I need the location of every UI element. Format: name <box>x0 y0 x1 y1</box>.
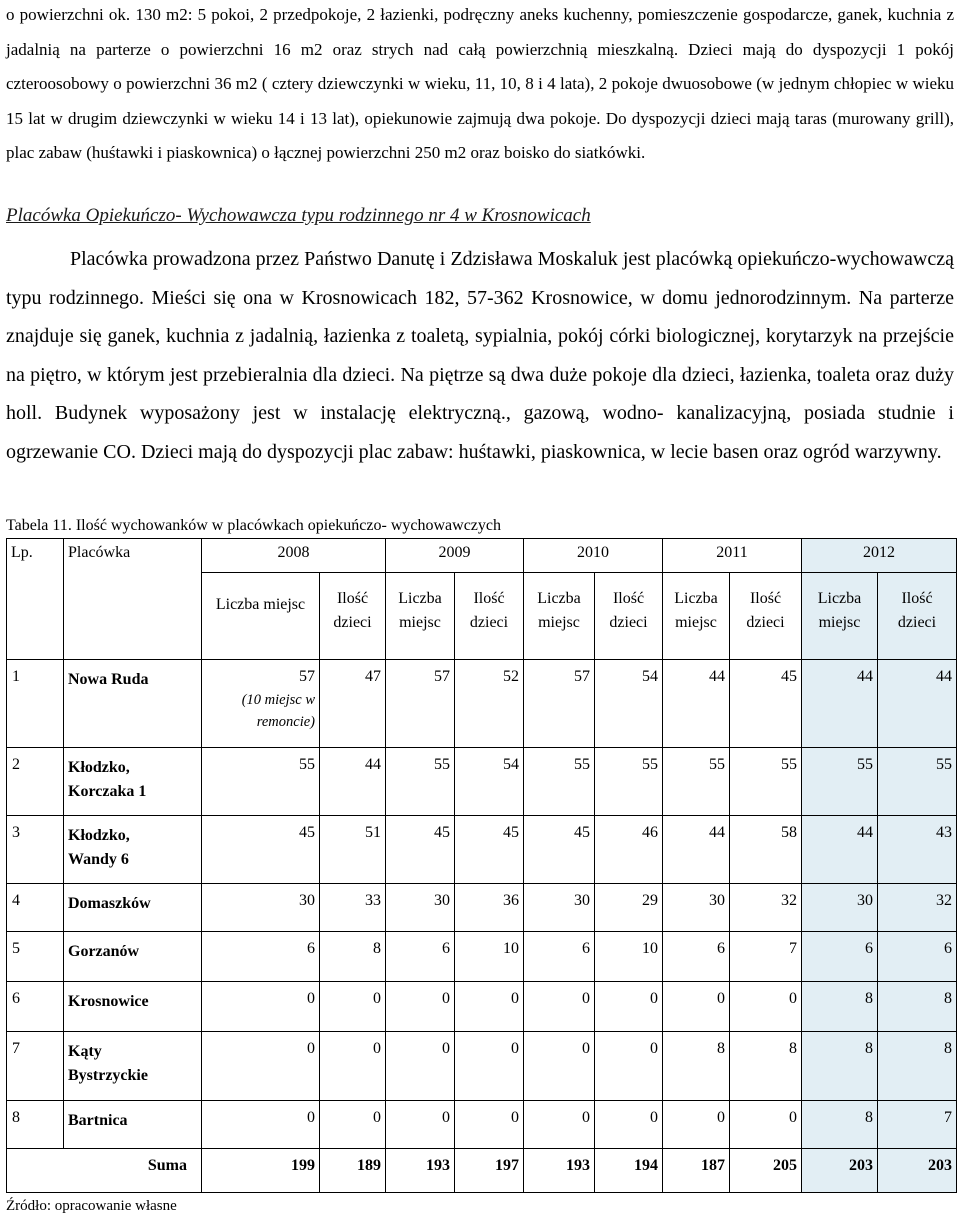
table-source: Źródło: opracowanie własne <box>6 1198 177 1214</box>
table-sum-row <box>7 1149 957 1193</box>
row-value: 44 <box>802 816 878 884</box>
row-value: 0 <box>386 1032 455 1101</box>
row-value: 44 <box>663 816 730 884</box>
row-value: 0 <box>595 1032 663 1101</box>
table-row <box>7 982 957 1032</box>
row-value: 44 <box>320 748 386 816</box>
row-value: 8 <box>802 982 878 1032</box>
table-header-row-years <box>7 539 957 573</box>
place-name-line: Korczaka 1 <box>68 783 147 800</box>
row-value: 30 <box>524 884 595 932</box>
place-name-line: Gorzanów <box>68 943 140 960</box>
row-value: 8 <box>878 1032 957 1101</box>
row-value: 55 <box>202 748 320 816</box>
paragraph-intro: o powierzchni ok. 130 m2: 5 pokoi, 2 przedpokoje, 2 łazienki, podręczny aneks kuchenny, pomieszczenie gospodarcze, ganek, kuchnia z jadalnią na parterze o powierzchni 16 m2 oraz strych nad całą powierzchnią mieszkalną. Dzieci mają do dyspozycji 1 pokój czteroosobowy o powierzchni 36 m2 ( cztery dziewczynki w wieku, 11, 10, 8 i 4 lata), 2 pokoje dwuosobowe (w jednym chłopiec w wieku 15 lat w drugim dziewczynki w wieku 14 i 13 lat), opiekunowie zajmują dwa pokoje. Do dyspozycji dzieci mają taras (murowany grill), plac zabaw (huśtawki i piaskownica) o łącznej powierzchni 250 m2 oraz boisko do siatkówki. <box>6 5 954 162</box>
row-value: 8 <box>320 932 386 982</box>
header-places-2012: Liczba miejsc <box>802 573 878 660</box>
row-place-name <box>64 982 202 1032</box>
row-value: 0 <box>730 1101 802 1149</box>
row-value: 54 <box>455 748 524 816</box>
row-value: 0 <box>524 982 595 1032</box>
row-value: 0 <box>455 1101 524 1149</box>
sum-value: 199 <box>202 1149 320 1193</box>
row-lp: 2 <box>7 748 64 816</box>
sum-value: 193 <box>524 1149 595 1193</box>
row-value: 29 <box>595 884 663 932</box>
sum-value: 187 <box>663 1149 730 1193</box>
row-value: 10 <box>595 932 663 982</box>
row-value: 45 <box>730 660 802 748</box>
header-places-2011: Liczba miejsc <box>663 573 730 660</box>
row-lp: 5 <box>7 932 64 982</box>
row-value: 6 <box>386 932 455 982</box>
row-place-name <box>64 816 202 884</box>
header-places-2010: Liczba miejsc <box>524 573 595 660</box>
table-body <box>7 660 957 1149</box>
row-value: 6 <box>878 932 957 982</box>
header-children-2011: Ilość dzieci <box>730 573 802 660</box>
row-value: 0 <box>524 1032 595 1101</box>
row-value: 0 <box>202 1032 320 1101</box>
row-value: 0 <box>663 1101 730 1149</box>
data-table <box>6 538 957 1193</box>
row-value: 8 <box>730 1032 802 1101</box>
header-children-2012: Ilość dzieci <box>878 573 957 660</box>
row-value: 55 <box>878 748 957 816</box>
row-value: 30 <box>386 884 455 932</box>
row-value: 32 <box>878 884 957 932</box>
table-caption: Tabela 11. Ilość wychowanków w placówkach opiekuńczo- wychowawczych <box>6 517 501 534</box>
row-value: 51 <box>320 816 386 884</box>
row-value: 7 <box>878 1101 957 1149</box>
sum-value: 194 <box>595 1149 663 1193</box>
row-value: 6 <box>202 932 320 982</box>
row-value: 55 <box>802 748 878 816</box>
row-value: 30 <box>202 884 320 932</box>
table-row <box>7 660 957 748</box>
sum-value: 193 <box>386 1149 455 1193</box>
row-value: 43 <box>878 816 957 884</box>
row-value: 44 <box>663 660 730 748</box>
place-name-line: Kłodzko, <box>68 827 130 844</box>
header-year-2012: 2012 <box>802 539 957 573</box>
row-value: 0 <box>730 982 802 1032</box>
table-row <box>7 748 957 816</box>
row-value: 8 <box>802 1101 878 1149</box>
header-children-2008: Ilość dzieci <box>320 573 386 660</box>
row-place-name <box>64 1101 202 1149</box>
row-place-name <box>64 932 202 982</box>
header-places-2008: Liczba miejsc <box>202 573 320 660</box>
header-children-2009: Ilość dzieci <box>455 573 524 660</box>
row-value: 0 <box>524 1101 595 1149</box>
row-value: 36 <box>455 884 524 932</box>
row-value: 10 <box>455 932 524 982</box>
header-year-2011: 2011 <box>663 539 802 573</box>
table-row <box>7 884 957 932</box>
row-value: 33 <box>320 884 386 932</box>
row-lp: 7 <box>7 1032 64 1101</box>
row-value: 55 <box>524 748 595 816</box>
sum-value: 197 <box>455 1149 524 1193</box>
header-places-2009: Liczba miejsc <box>386 573 455 660</box>
row-value: 30 <box>802 884 878 932</box>
row-value: 47 <box>320 660 386 748</box>
row-value: 52 <box>455 660 524 748</box>
row-value: 55 <box>663 748 730 816</box>
place-name-line: Domaszków <box>68 895 151 912</box>
row-value: 30 <box>663 884 730 932</box>
row-value: 57 <box>386 660 455 748</box>
header-year-2009: 2009 <box>386 539 524 573</box>
row-value: 6 <box>524 932 595 982</box>
place-name-line: Bystrzyckie <box>68 1067 148 1084</box>
row-value: 8 <box>802 1032 878 1101</box>
header-year-2010: 2010 <box>524 539 663 573</box>
row-value: 55 <box>730 748 802 816</box>
place-name-line: Kłodzko, <box>68 759 130 776</box>
row-value: 0 <box>455 1032 524 1101</box>
row-value: 44 <box>878 660 957 748</box>
row-place-name <box>64 884 202 932</box>
row-value: 0 <box>202 1101 320 1149</box>
header-place: Placówka <box>64 539 202 660</box>
row-value: 46 <box>595 816 663 884</box>
row-value: 32 <box>730 884 802 932</box>
paragraph-description: Placówka prowadzona przez Państwo Danutę i Zdzisława Moskaluk jest placówką opiekuńczo-wychowawczą typu rodzinnego. Mieści się ona w Krosnowicach 182, 57-362 Krosnowice, w domu jednorodzinnym. Na parterze znajduje się ganek, kuchnia z jadalnią, łazienka z toaletą, sypialnia, pokój córki biologicznej, korytarzyk na przejście na piętro, w którym jest przebieralnia dla dzieci. Na piętrze są dwa duże pokoje dla dzieci, łazienka, toaleta oraz duży holl. Budynek wyposażony jest w instalację elektryczną., gazową, wodno- kanalizacyjną, posiada studnie i ogrzewanie CO. Dzieci mają do dyspozycji plac zabaw: huśtawki, piaskownica, w lecie basen oraz ogród warzywny. <box>6 248 954 463</box>
header-year-2008: 2008 <box>202 539 386 573</box>
row-value: 0 <box>595 982 663 1032</box>
row-value: 45 <box>524 816 595 884</box>
row-value: 8 <box>663 1032 730 1101</box>
sum-label: Suma <box>64 1149 202 1193</box>
row-value: 45 <box>202 816 320 884</box>
row-value: 0 <box>386 982 455 1032</box>
row-place-name <box>64 748 202 816</box>
row-value: 0 <box>386 1101 455 1149</box>
header-lp: Lp. <box>7 539 64 660</box>
place-name-line: Krosnowice <box>68 993 149 1010</box>
row-value: 8 <box>878 982 957 1032</box>
row-value: 58 <box>730 816 802 884</box>
row-lp: 1 <box>7 660 64 748</box>
row-lp: 6 <box>7 982 64 1032</box>
table-row <box>7 1032 957 1101</box>
row-value: 0 <box>320 982 386 1032</box>
sum-value: 205 <box>730 1149 802 1193</box>
sum-value: 189 <box>320 1149 386 1193</box>
row-value: 44 <box>802 660 878 748</box>
row-value: 7 <box>730 932 802 982</box>
row-place-name <box>64 1032 202 1101</box>
row-note: (10 miejsc w remoncie) <box>241 692 315 730</box>
sum-value: 203 <box>878 1149 957 1193</box>
row-value: 57 (10 miejsc w remoncie) <box>202 660 320 748</box>
row-value: 0 <box>595 1101 663 1149</box>
row-value: 6 <box>802 932 878 982</box>
row-value: 54 <box>595 660 663 748</box>
row-lp: 8 <box>7 1101 64 1149</box>
table-row <box>7 816 957 884</box>
row-value: 0 <box>455 982 524 1032</box>
header-children-2010: Ilość dzieci <box>595 573 663 660</box>
row-value: 45 <box>455 816 524 884</box>
row-value: 45 <box>386 816 455 884</box>
row-lp: 3 <box>7 816 64 884</box>
row-value: 0 <box>202 982 320 1032</box>
row-value: 6 <box>663 932 730 982</box>
row-value: 55 <box>595 748 663 816</box>
place-name-line: Nowa Ruda <box>68 671 149 688</box>
row-value: 0 <box>320 1101 386 1149</box>
row-place-name <box>64 660 202 748</box>
place-name-line: Kąty <box>68 1043 102 1060</box>
row-value: 0 <box>320 1032 386 1101</box>
sum-empty-cell <box>7 1149 64 1193</box>
sum-value: 203 <box>802 1149 878 1193</box>
place-name-line: Bartnica <box>68 1112 128 1129</box>
section-heading: Placówka Opiekuńczo- Wychowawcza typu rodzinnego nr 4 w Krosnowicach <box>6 205 591 226</box>
row-value: 0 <box>663 982 730 1032</box>
place-name-line: Wandy 6 <box>68 851 129 868</box>
table-row <box>7 932 957 982</box>
table-row <box>7 1101 957 1149</box>
row-value: 57 <box>524 660 595 748</box>
row-value: 55 <box>386 748 455 816</box>
row-lp: 4 <box>7 884 64 932</box>
